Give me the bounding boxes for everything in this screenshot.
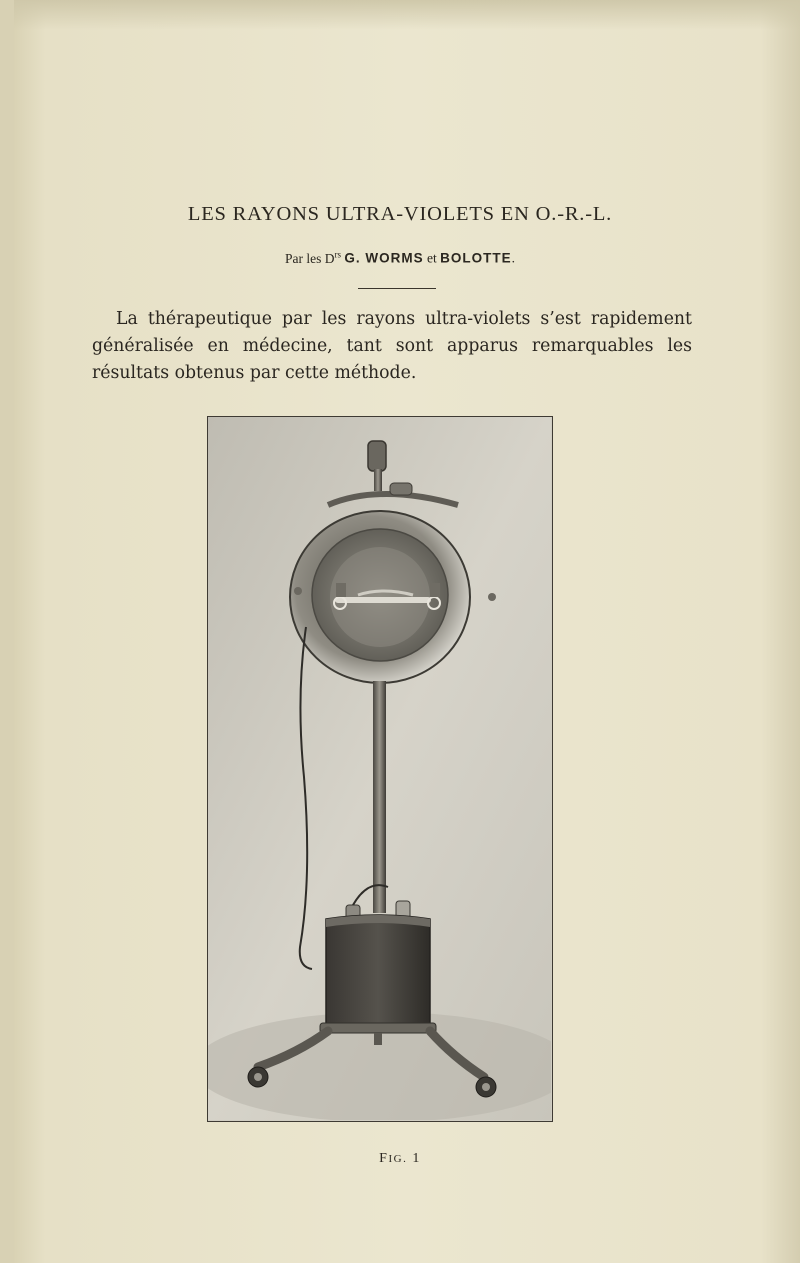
author-worms: G. WORMS <box>344 250 424 266</box>
figure-caption <box>0 1151 800 1167</box>
intro-paragraph: La thérapeutique par les rayons ultra-violets s’est rapidement généralisée en médecine, tant sont apparus remarquables les résultats obtenus par cette méthode. <box>92 309 692 383</box>
caption-initial: F <box>379 1151 389 1166</box>
byline-prefix: Par les $D^{rs}$ <box>285 249 341 266</box>
byline-end: . <box>511 250 515 266</box>
byline-joiner: et <box>427 250 437 266</box>
figure-uv-lamp-photo <box>207 416 553 1122</box>
caption-label: IG. <box>388 1153 408 1165</box>
title-divider <box>358 288 436 289</box>
author-bolotte: BOLOTTE <box>440 250 512 266</box>
byline <box>0 249 800 267</box>
article-title: LES RAYONS ULTRA-VIOLETS EN O.-R.-L. <box>187 203 613 225</box>
uv-lamp-illustration <box>208 417 551 1120</box>
caption-number: 1 <box>412 1151 421 1166</box>
